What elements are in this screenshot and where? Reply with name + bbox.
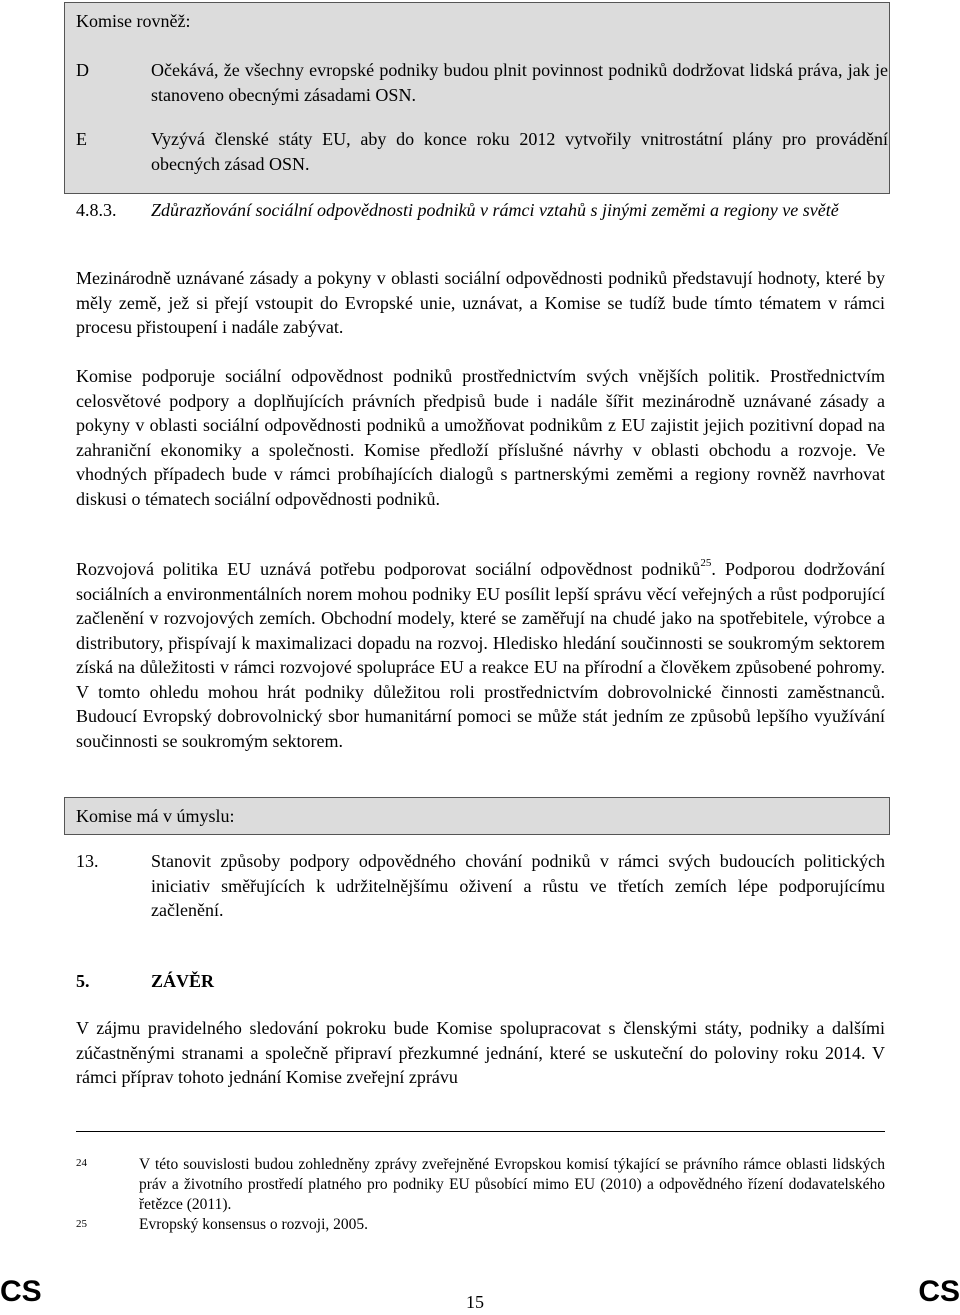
paragraph-external-policies: Komise podporuje sociální odpovědnost podniků prostřednictvím svých vnějších politik. Prostřednictvím celosvětové podpory a doplňujících právních předpisů bude i nadále šířit mezinárodně uznávané zásady a pokyny v oblasti sociální odpovědnosti podniků a umožňovat podnikům z EU zajistit jejich pozitivní dopad na zahraniční ekonomiky a společnosti. Komise předloží příslušné návrhy v oblasti obchodu a rozvoje. Ve vhodných případech bude v rámci probíhajících dialogů s partnerskými zeměmi a regiony rovněž navrhovat diskusi o tématech sociální odpovědnosti podniků. [76,366,885,509]
footnote-text: V této souvislosti budou zohledněny zprávy zveřejněné Evropskou komisí týkající se právního rámce oblasti lidských práv a životního prostředí platného pro podniky EU působící mimo EU (2010) a odpovědného řízení dodavatelského řetězce (2011). [139,1156,885,1213]
paragraph-text-end: . Podporou dodržování sociálních a environmentálních norem mohou podniky EU posílit lepší správu věcí veřejných a růst podporující začlenění v rozvojových zemích. Obchodní modely, které se zaměřují na chudé jako na spotřebitele, výrobce a distributory, přispívají k maximalizaci dopadu na rozvoj. Hledisko hledání součinnosti se soukromým sektorem získá na důležitosti v rámci rozvojové spolupráce EU a reakce EU na přírodní a člověkem způsobené pohromy. V tomto ohledu mohou hrát podniky důležitou roli prostřednictvím dobrovolnické činnosti zaměstnanců. Budoucí Evropský dobrovolnický sbor humanitární pomoci se může stát jedním ze způsobů lepšího využívání součinnosti se soukromým sektorem. [76,559,885,751]
paragraph-development-policy [76,557,885,753]
item-text: Očekává, že všechny evropské podniky budou plnit povinnost podniků dodržovat lidská práva, jak je stanoveno obecnými zásadami OSN. [151,60,888,105]
list-item-e [76,127,888,177]
box-title: Komise má v úmyslu: [76,806,235,826]
item-number-13: 13. [76,851,99,871]
chapter-number: 5. [76,971,90,991]
footnote-separator [76,1131,885,1132]
paragraph-text-start: Rozvojová politika EU uznává potřebu podporovat sociální odpovědnost podniků [76,559,701,579]
item-label: D [76,60,89,80]
footnote-text: Evropský konsensus o rozvoji, 2005. [139,1216,369,1233]
commission-also-box [64,2,890,194]
page-number: 15 [466,1292,484,1312]
item-label: E [76,129,87,149]
commission-intends-box [64,797,890,835]
section-number: 4.8.3. [76,200,117,220]
language-code-left: CS [0,1275,42,1308]
paragraph-accession: Mezinárodně uznávané zásady a pokyny v oblasti sociální odpovědnosti podniků představují hodnoty, které by měly země, jež si přejí vstoupit do Evropské unie, uznávat, a Komise se tudíž bude tímto tématem v rámci procesu přistoupení i nadále zabývat. [76,268,885,337]
language-code-right: CS [918,1275,960,1308]
item-text-13: Stanovit způsoby podpory odpovědného chování podniků v rámci svých budoucích politických iniciativ směřujících k udržitelnějšímu oživení a růstu ve třetích zemích lépe podporujícímu začlenění. [151,851,885,920]
box-title: Komise rovněž: [76,11,191,31]
section-title: Zdůrazňování sociální odpovědnosti podniků v rámci vztahů s jinými zeměmi a regiony ve světě [151,200,839,220]
footnote-number: 24 [76,1157,87,1169]
paragraph-conclusion: V zájmu pravidelného sledování pokroku bude Komise spolupracovat s členskými státy, podniky a dalšími zúčastněnými stranami a společně připraví přezkumné jednání, které se uskuteční do poloviny roku 2014. V rámci příprav tohoto jednání Komise zveřejní zprávu [76,1018,885,1087]
footnote-number: 25 [76,1218,87,1230]
footnote-reference: 25 [700,557,712,569]
list-item-d [76,58,888,108]
item-text: Vyzývá členské státy EU, aby do konce roku 2012 vytvořily vnitrostátní plány pro provádění obecných zásad OSN. [151,129,888,174]
chapter-title: ZÁVĚR [151,971,215,991]
